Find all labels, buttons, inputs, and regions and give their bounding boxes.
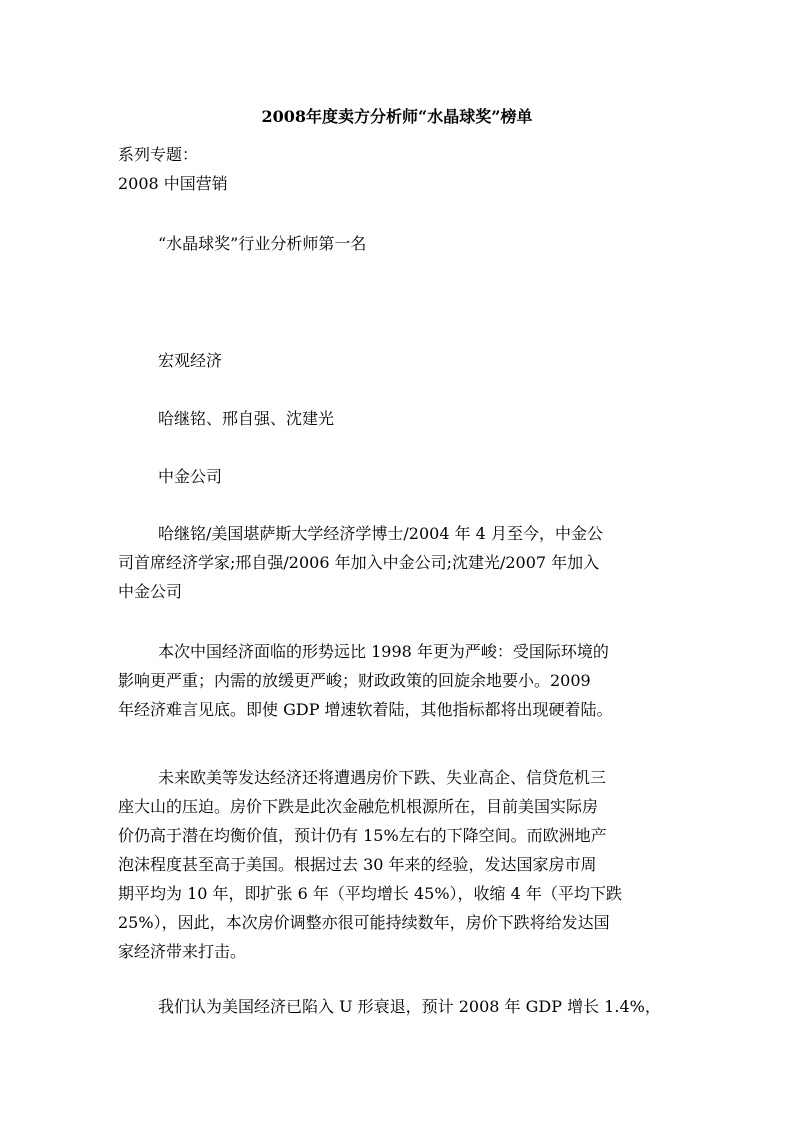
text-line: 未来欧美等发达经济还将遭遇房价下跌、失业高企、信贷危机三 — [158, 768, 607, 787]
text-line: 我们认为美国经济已陷入 U 形衰退，预计 2008 年 GDP 增长 1.4%， — [158, 997, 661, 1016]
company-name: 中金公司 — [158, 467, 223, 486]
text-line: 25%），因此，本次房价调整亦很可能持续数年，房价下跌将给发达国 — [118, 913, 610, 932]
body-paragraph-2 — [118, 763, 678, 966]
text-line: 司首席经济学家;邢自强/2006 年加入中金公司;沈建光/2007 年加入 — [118, 553, 600, 572]
text-line: 影响更严重；内需的放缓更严峻；财政政策的回旋余地要小。2009 — [118, 671, 591, 690]
text-line: 哈继铭/美国堪萨斯大学经济学博士/2004 年 4 月至今，中金公 — [158, 524, 603, 543]
award-heading: “水晶球奖”行业分析师第一名 — [158, 234, 367, 253]
series-value: 2008 中国营销 — [118, 174, 228, 193]
text-line: 价仍高于潜在均衡价值，预计仍有 15%左右的下降空间。而欧洲地产 — [118, 826, 607, 845]
document-title: 2008年度卖方分析师“水晶球奖”榜单 — [261, 107, 533, 126]
series-label: 系列专题： — [118, 145, 199, 164]
category-label: 宏观经济 — [158, 351, 223, 370]
text-line: 泡沫程度甚至高于美国。根据过去 30 年来的经验，发达国家房市周 — [118, 855, 597, 874]
text-line: 本次中国经济面临的形势远比 1998 年更为严峻：受国际环境的 — [158, 642, 609, 661]
text-line: 中金公司 — [118, 582, 183, 601]
body-paragraph-3 — [118, 992, 678, 1021]
bio-paragraph — [118, 519, 678, 606]
analyst-names: 哈继铭、邢自强、沈建光 — [158, 409, 335, 428]
text-line: 期平均为 10 年，即扩张 6 年（平均增长 45%），收缩 4 年（平均下跌 — [118, 884, 622, 903]
body-paragraph-1 — [118, 637, 678, 724]
text-line: 家经济带来打击。 — [118, 942, 247, 961]
text-line: 年经济难言见底。即使 GDP 增速软着陆，其他指标都将出现硬着陆。 — [118, 700, 613, 719]
text-line: 座大山的压迫。房价下跌是此次金融危机根源所在，目前美国实际房 — [118, 797, 599, 816]
